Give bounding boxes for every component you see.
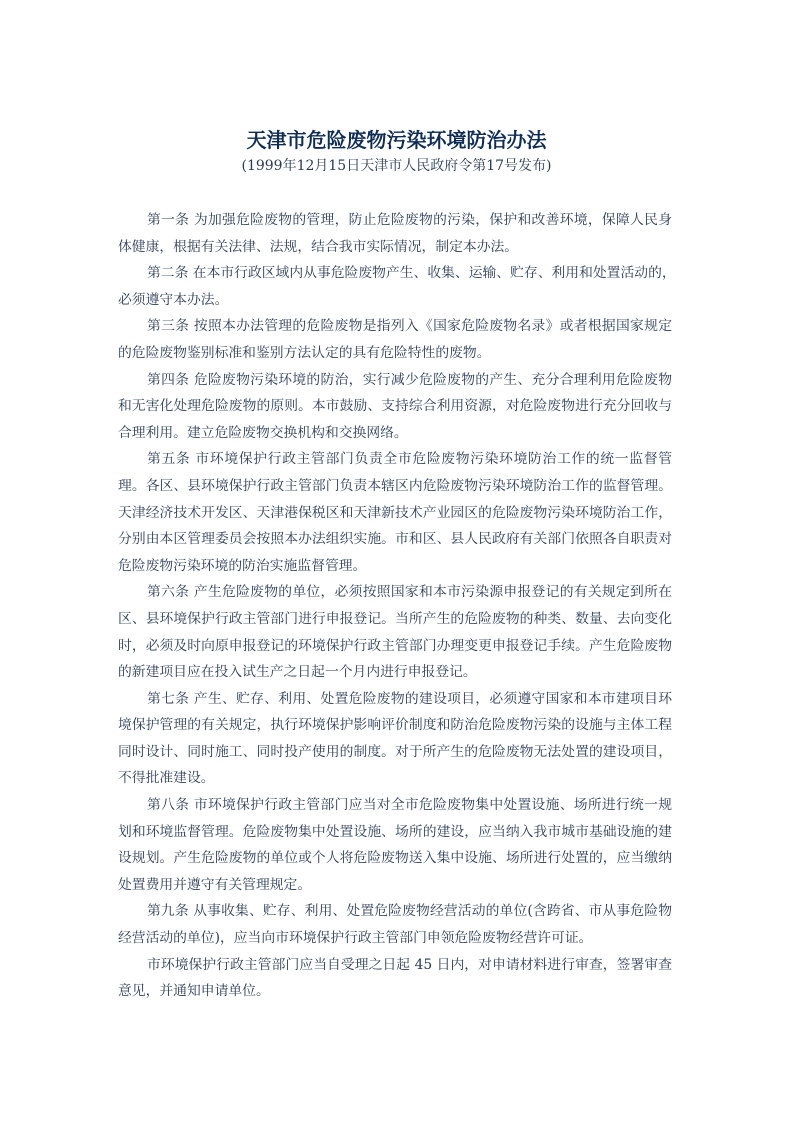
paragraph-line: 第三条 按照本办法管理的危险废物是指列入《国家危险废物名录》或者根据国家规定 (147, 318, 672, 335)
paragraph-line: 第五条 市环境保护行政主管部门负责全市危险废物污染环境防治工作的统一监督管 (147, 451, 672, 468)
paragraph-line: 体健康，根据有关法律、法规，结合我市实际情况，制定本办法。 (118, 238, 519, 255)
article-paragraph (118, 579, 672, 685)
article-paragraph (118, 207, 672, 260)
document-subtitle: (1999年12月15日天津市人民政府令第17号发布) (241, 158, 552, 174)
paragraph-line: 区、县环境保护行政主管部门进行申报登记。当所产生的危险废物的种类、数量、去向变化 (118, 610, 672, 627)
paragraph-line: 意见，并通知申请单位。 (118, 983, 270, 1000)
paragraph-line: 理。各区、县环境保护行政主管部门负责本辖区内危险废物污染环境防治工作的监督管理。 (118, 477, 672, 494)
paragraph-line: 的新建项目应在投入试生产之日起一个月内进行申报登记。 (118, 664, 477, 681)
paragraph-line: 时，必须及时向原申报登记的环境保护行政主管部门办理变更申报登记手续。产生危险废物 (118, 637, 672, 654)
paragraph-line: 第七条 产生、贮存、利用、处置危险废物的建设项目，必须遵守国家和本市建项目环 (147, 690, 672, 707)
paragraph-line: 和无害化处理危险废物的原则。本市鼓励、支持综合利用资源，对危险废物进行充分回收与 (118, 398, 672, 415)
paragraph-line: 设规划。产生危险废物的单位或个人将危险废物送入集中设施、场所进行处置的，应当缴纳 (118, 850, 672, 867)
article-paragraph (118, 367, 672, 447)
paragraph-line: 天津经济技术开发区、天津港保税区和天津新技术产业园区的危险废物污染环境防治工作， (118, 504, 672, 521)
paragraph-line: 同时设计、同时施工、同时投产使用的制度。对于所产生的危险废物无法处置的建设项目， (118, 743, 672, 760)
paragraph-line: 第四条 危险废物污染环境的防治，实行减少危险废物的产生、充分合理利用危险废物 (147, 371, 672, 388)
article-paragraph (118, 898, 672, 951)
paragraph-line: 必须遵守本办法。 (118, 291, 229, 308)
paragraph-line: 危险废物污染环境的防治实施监督管理。 (118, 557, 367, 574)
paragraph-line: 合理利用。建立危险废物交换机构和交换网络。 (118, 424, 408, 441)
paragraph-line: 划和环境监督管理。危险废物集中处置设施、场所的建设，应当纳入我市城市基础设施的建 (118, 823, 672, 840)
article-paragraph (118, 952, 672, 1005)
paragraph-line: 分别由本区管理委员会按照本办法组织实施。市和区、县人民政府有关部门依照各自职责对 (118, 531, 672, 548)
paragraph-line: 经营活动的单位)，应当向市环境保护行政主管部门申领危险废物经营许可证。 (118, 930, 593, 947)
article-paragraph (118, 313, 672, 366)
paragraph-line: 境保护管理的有关规定，执行环境保护影响评价制度和防治危险废物污染的设施与主体工程 (118, 717, 672, 734)
paragraph-line: 市环境保护行政主管部门应当自受理之日起 45 日内，对申请材料进行审查，签署审查 (147, 956, 672, 973)
paragraph-line: 的危险废物鉴别标准和鉴别方法认定的具有危险特性的废物。 (118, 344, 491, 361)
paragraph-line: 第九条 从事收集、贮存、利用、处置危险废物经营活动的单位(含跨省、市从事危险物 (147, 903, 672, 920)
article-paragraph (118, 686, 672, 792)
paragraph-line: 第八条 市环境保护行政主管部门应当对全市危险废物集中处置设施、场所进行统一规 (147, 797, 672, 814)
paragraph-line: 第二条 在本市行政区域内从事危险废物产生、收集、运输、贮存、利用和处置活动的， (147, 265, 676, 282)
article-paragraph (118, 260, 676, 313)
document-title: 天津市危险废物污染环境防治办法 (246, 128, 547, 152)
paragraph-line: 第一条 为加强危险废物的管理，防止危险废物的污染，保护和改善环境，保障人民身 (147, 212, 672, 228)
paragraph-line: 不得批准建设。 (118, 770, 215, 787)
document-body (118, 207, 676, 1005)
paragraph-line: 处置费用并遵守有关管理规定。 (118, 876, 312, 893)
article-paragraph (118, 792, 672, 898)
paragraph-line: 第六条 产生危险废物的单位，必须按照国家和本市污染源申报登记的有关规定到所在 (147, 584, 672, 601)
article-paragraph (118, 446, 672, 579)
